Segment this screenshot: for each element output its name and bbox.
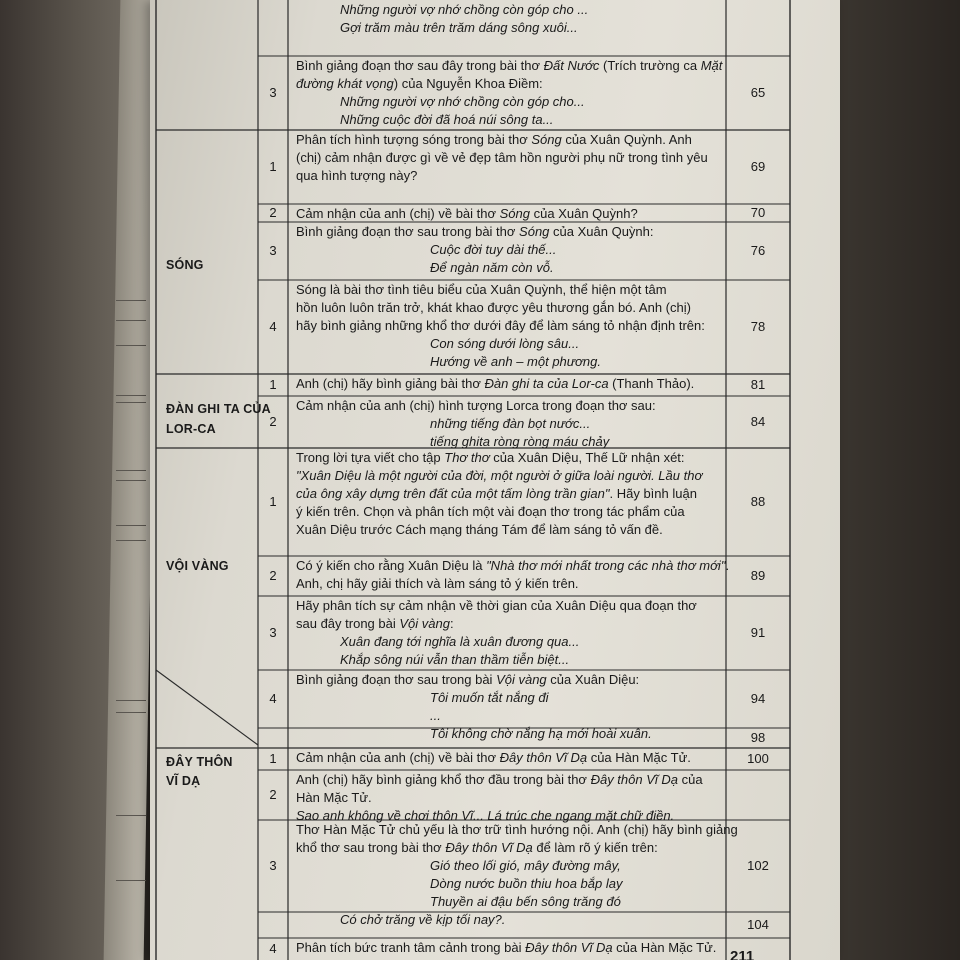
question-line bbox=[296, 771, 703, 789]
italic-fragment: Dòng nước buồn thiu hoa bắp lay bbox=[430, 876, 623, 891]
question-line bbox=[296, 149, 708, 167]
row-question-text bbox=[296, 223, 654, 277]
question-line bbox=[296, 911, 738, 929]
question-line bbox=[296, 749, 691, 767]
text-fragment: của Xuân Diệu, Thế Lữ nhận xét: bbox=[489, 450, 685, 465]
text-fragment: Anh (chị) hãy bình giảng bài thơ bbox=[296, 376, 485, 391]
underlying-page-mark bbox=[116, 345, 146, 346]
italic-fragment: ... bbox=[430, 708, 441, 723]
question-line bbox=[296, 857, 738, 875]
question-line bbox=[296, 205, 638, 223]
section-label-dan-ghi-ta-line1: ĐÀN GHI TA CỦA bbox=[166, 402, 271, 416]
question-line bbox=[296, 839, 738, 857]
text-fragment: Cảm nhận của anh (chị) hình tượng Lorca trong đoạn thơ sau: bbox=[296, 398, 656, 413]
row-number: 4 bbox=[269, 319, 277, 334]
text-fragment: của bbox=[678, 772, 703, 787]
italic-fragment: những tiếng đàn bọt nước... bbox=[430, 416, 591, 431]
text-fragment: của Xuân Quỳnh. Anh bbox=[561, 132, 692, 147]
italic-fragment: Tôi không chờ nắng hạ mới hoài xuân. bbox=[430, 726, 652, 741]
italic-fragment: Sóng bbox=[531, 132, 562, 147]
text-fragment: Sóng là bài thơ tình tiêu biểu của Xuân Quỳnh, thể hiện một tâm bbox=[296, 282, 667, 297]
row-question-text bbox=[296, 749, 691, 767]
text-fragment: của Xuân Quỳnh? bbox=[530, 206, 638, 221]
question-line bbox=[296, 725, 652, 743]
row-question-text bbox=[296, 131, 708, 185]
italic-fragment: Hướng về anh – một phương. bbox=[430, 354, 601, 369]
question-line bbox=[296, 397, 656, 415]
text-fragment: : bbox=[449, 616, 454, 631]
row-question-text bbox=[296, 449, 702, 539]
text-fragment: Cảm nhận của anh (chị) về bài thơ bbox=[296, 206, 500, 221]
row-page-number: 76 bbox=[750, 243, 766, 258]
italic-fragment: Gió theo lối gió, mây đường mây, bbox=[430, 858, 621, 873]
question-line bbox=[296, 789, 703, 807]
text-fragment: Bình giảng đoạn thơ sau trong bài thơ bbox=[296, 224, 520, 239]
italic-fragment: Con sóng dưới lòng sâu... bbox=[430, 336, 580, 351]
italic-fragment: Sao anh không về chơi thôn Vĩ... Lá trúc che ngang mặt chữ điền. bbox=[296, 808, 675, 823]
question-line bbox=[296, 597, 697, 615]
row-question-text bbox=[296, 1, 588, 37]
italic-fragment: tiếng ghita ròng ròng máu chảy bbox=[430, 434, 610, 449]
italic-fragment: Gợi trăm màu trên trăm dáng sông xuôi... bbox=[340, 20, 578, 35]
text-fragment: Có ý kiến cho rằng Xuân Diệu là bbox=[296, 558, 487, 573]
row-question-text bbox=[296, 557, 729, 593]
row-number: 3 bbox=[269, 858, 277, 873]
row-question-text bbox=[296, 281, 705, 371]
question-line bbox=[296, 111, 722, 129]
italic-fragment: Thơ thơ bbox=[444, 450, 490, 465]
italic-fragment: Đây thôn Vĩ Dạ bbox=[525, 940, 613, 955]
question-line bbox=[296, 75, 722, 93]
italic-fragment: Vội vàng bbox=[399, 616, 450, 631]
text-fragment: Hãy phân tích sự cảm nhận về thời gian của Xuân Diệu qua đoạn thơ bbox=[296, 598, 697, 613]
row-question-text bbox=[296, 771, 703, 825]
row-page-number: 100 bbox=[747, 751, 769, 766]
italic-fragment: Vội vàng bbox=[496, 672, 547, 687]
question-line bbox=[296, 415, 656, 433]
question-line bbox=[296, 449, 702, 467]
question-line bbox=[296, 299, 705, 317]
question-line bbox=[296, 503, 702, 521]
background-right bbox=[838, 0, 960, 960]
text-fragment: qua hình tượng này? bbox=[296, 168, 418, 183]
section-label-song: SÓNG bbox=[166, 258, 204, 272]
text-fragment: . bbox=[725, 558, 730, 573]
underlying-page-mark bbox=[116, 300, 146, 301]
text-fragment: của Hàn Mặc Tử. bbox=[612, 940, 717, 955]
question-line bbox=[296, 19, 588, 37]
question-line bbox=[296, 521, 702, 539]
section-label-day-thon-line2: VĨ DẠ bbox=[166, 774, 201, 788]
question-line bbox=[296, 467, 702, 485]
italic-fragment: Những người vợ nhớ chồng còn góp cho... bbox=[340, 94, 585, 109]
row-number: 3 bbox=[269, 243, 277, 258]
italic-fragment: Xuân đang tới nghĩa là xuân đương qua... bbox=[340, 634, 580, 649]
row-number: 2 bbox=[269, 568, 277, 583]
question-line bbox=[296, 241, 654, 259]
question-line bbox=[296, 689, 652, 707]
row-number: 1 bbox=[269, 751, 277, 766]
section-separator-diagonal bbox=[156, 670, 258, 745]
italic-fragment: Đây thôn Vĩ Dạ bbox=[445, 840, 533, 855]
question-line bbox=[296, 167, 708, 185]
book-page bbox=[150, 0, 840, 960]
row-page-number: 104 bbox=[747, 917, 769, 932]
row-question-text bbox=[296, 939, 716, 957]
question-line bbox=[296, 707, 652, 725]
row-page-number: 65 bbox=[750, 85, 766, 100]
row-page-number: 91 bbox=[750, 625, 766, 640]
question-line bbox=[296, 821, 738, 839]
underlying-page-mark bbox=[116, 880, 146, 881]
row-question-text bbox=[296, 57, 722, 129]
section-label-dan-ghi-ta-line2: LOR-CA bbox=[166, 422, 216, 436]
row-number: 2 bbox=[269, 414, 277, 429]
row-number: 1 bbox=[269, 159, 277, 174]
row-question-text bbox=[296, 821, 738, 929]
text-fragment: của Hàn Mặc Tử. bbox=[587, 750, 691, 765]
italic-fragment: Đất Nước bbox=[543, 58, 600, 73]
section-label-day-thon-line1: ĐÂY THÔN bbox=[166, 755, 233, 769]
question-line bbox=[296, 93, 722, 111]
italic-fragment: Khắp sông núi vẫn than thầm tiễn biệt... bbox=[340, 652, 570, 667]
row-page-number: 102 bbox=[747, 858, 769, 873]
question-line bbox=[296, 375, 694, 393]
text-fragment: sau đây trong bài bbox=[296, 616, 400, 631]
row-number: 2 bbox=[269, 205, 277, 220]
italic-fragment: Những cuộc đời đã hoá núi sông ta... bbox=[340, 112, 554, 127]
row-number: 1 bbox=[269, 494, 277, 509]
row-page-number: 98 bbox=[750, 730, 766, 745]
text-fragment: của Xuân Quỳnh: bbox=[549, 224, 654, 239]
text-fragment: Bình giảng đoạn thơ sau trong bài bbox=[296, 672, 497, 687]
row-question-text bbox=[296, 375, 694, 393]
text-fragment: . Hãy bình luận bbox=[609, 486, 697, 501]
row-page-number: 69 bbox=[750, 159, 766, 174]
question-line bbox=[296, 259, 654, 277]
question-line bbox=[296, 223, 654, 241]
question-line bbox=[296, 893, 738, 911]
row-question-text bbox=[296, 671, 652, 743]
text-fragment: Hàn Mặc Tử. bbox=[296, 790, 372, 805]
question-line bbox=[296, 131, 708, 149]
text-fragment: Trong lời tựa viết cho tập bbox=[296, 450, 445, 465]
underlying-page-mark bbox=[116, 700, 146, 701]
question-line bbox=[296, 485, 702, 503]
italic-fragment: Đây thôn Vĩ Dạ bbox=[499, 750, 588, 765]
question-line bbox=[296, 633, 697, 651]
question-line bbox=[296, 281, 705, 299]
question-line bbox=[296, 671, 652, 689]
row-page-number: 78 bbox=[750, 319, 766, 334]
text-fragment: ý kiến trên. Chọn và phân tích một vài đoạn thơ trong tác phẩm của bbox=[296, 504, 685, 519]
italic-fragment: Để ngàn năm còn vỗ. bbox=[430, 260, 554, 275]
text-fragment: (Thanh Thảo). bbox=[608, 376, 695, 391]
italic-fragment: Tôi muốn tắt nắng đi bbox=[430, 690, 549, 705]
underlying-page-mark bbox=[116, 480, 146, 481]
question-line bbox=[296, 1, 588, 19]
underlying-page-mark bbox=[116, 815, 146, 816]
underlying-page-mark bbox=[116, 540, 146, 541]
italic-fragment: Sóng bbox=[499, 206, 531, 221]
row-number: 2 bbox=[269, 787, 277, 802]
row-question-text bbox=[296, 597, 697, 669]
page-number: 211 bbox=[730, 948, 755, 960]
italic-fragment: Có chở trăng về kịp tối nay?. bbox=[340, 912, 506, 927]
text-fragment: Xuân Diệu trước Cách mạng tháng Tám để làm sáng tỏ vấn đề. bbox=[296, 522, 663, 537]
row-page-number: 81 bbox=[750, 377, 766, 392]
text-fragment: ) của Nguyễn Khoa Điềm: bbox=[393, 76, 543, 91]
text-fragment: hãy bình giảng những khổ thơ dưới đây để làm sáng tỏ nhận định trên: bbox=[296, 318, 705, 333]
italic-fragment: Đàn ghi ta của Lor-ca bbox=[484, 376, 609, 391]
italic-fragment: đường khát vọng bbox=[296, 76, 394, 91]
row-number: 4 bbox=[269, 691, 277, 706]
question-line bbox=[296, 335, 705, 353]
text-fragment: Phân tích hình tượng sóng trong bài thơ bbox=[296, 132, 532, 147]
row-page-number: 84 bbox=[750, 414, 766, 429]
underlying-page-mark bbox=[116, 395, 146, 396]
text-fragment: (chị) cảm nhận được gì về vẻ đẹp tâm hồn người phụ nữ trong tình yêu bbox=[296, 150, 708, 165]
italic-fragment: Những người vợ nhớ chồng còn góp cho ... bbox=[340, 2, 589, 17]
row-number: 3 bbox=[269, 625, 277, 640]
underlying-page-mark bbox=[116, 402, 146, 403]
text-fragment: Anh (chị) hãy bình giảng khổ thơ đầu trong bài thơ bbox=[296, 772, 591, 787]
underlying-page-mark bbox=[116, 712, 146, 713]
question-line bbox=[296, 575, 729, 593]
text-fragment: khổ thơ sau trong bài thơ bbox=[296, 840, 446, 855]
question-line bbox=[296, 615, 697, 633]
italic-fragment: Mặt bbox=[700, 58, 723, 73]
text-fragment: Cảm nhận của anh (chị) về bài thơ bbox=[296, 750, 500, 765]
underlying-page-mark bbox=[116, 320, 146, 321]
text-fragment: hồn luôn luôn trăn trở, khát khao được yêu thương gắn bó. Anh (chị) bbox=[296, 300, 691, 315]
text-fragment: Anh, chị hãy giải thích và làm sáng tỏ ý kiến trên. bbox=[296, 576, 579, 591]
question-line bbox=[296, 57, 722, 75]
question-line bbox=[296, 939, 716, 957]
text-fragment: của Xuân Diệu: bbox=[546, 672, 640, 687]
italic-fragment: Sóng bbox=[519, 224, 550, 239]
italic-fragment: Đây thôn Vĩ Dạ bbox=[590, 772, 679, 787]
italic-fragment: "Xuân Diệu là một người của đời, một người ở giữa loài người. Lầu thơ bbox=[296, 468, 703, 483]
row-question-text bbox=[296, 397, 656, 451]
question-line bbox=[296, 317, 705, 335]
row-number: 3 bbox=[269, 85, 277, 100]
italic-fragment: "Nhà thơ mới nhất trong các nhà thơ mới" bbox=[486, 558, 726, 573]
row-page-number: 70 bbox=[750, 205, 766, 220]
text-fragment: Phân tích bức tranh tâm cảnh trong bài bbox=[296, 940, 526, 955]
question-line bbox=[296, 353, 705, 371]
row-question-text bbox=[296, 205, 638, 223]
text-fragment: để làm rõ ý kiến trên: bbox=[532, 840, 658, 855]
question-line bbox=[296, 557, 729, 575]
row-number: 4 bbox=[269, 941, 277, 956]
text-fragment: (Trích trường ca bbox=[599, 58, 701, 73]
text-fragment: Thơ Hàn Mặc Tử chủ yếu là thơ trữ tình hướng nội. Anh (chị) hãy bình giảng bbox=[296, 822, 738, 837]
question-line bbox=[296, 875, 738, 893]
underlying-page-mark bbox=[116, 525, 146, 526]
row-number: 1 bbox=[269, 377, 277, 392]
italic-fragment: Thuyền ai đậu bến sông trăng đó bbox=[430, 894, 621, 909]
underlying-page-mark bbox=[116, 470, 146, 471]
question-line bbox=[296, 651, 697, 669]
row-page-number: 88 bbox=[750, 494, 766, 509]
italic-fragment: của ông xây dựng trên đất của một tấm lòng trần gian" bbox=[296, 486, 610, 501]
row-page-number: 94 bbox=[750, 691, 766, 706]
text-fragment: Bình giảng đoạn thơ sau đây trong bài thơ bbox=[296, 58, 544, 73]
section-label-voi-vang: VỘI VÀNG bbox=[166, 559, 229, 573]
row-page-number: 89 bbox=[750, 568, 766, 583]
italic-fragment: Cuộc đời tuy dài thế... bbox=[430, 242, 557, 257]
